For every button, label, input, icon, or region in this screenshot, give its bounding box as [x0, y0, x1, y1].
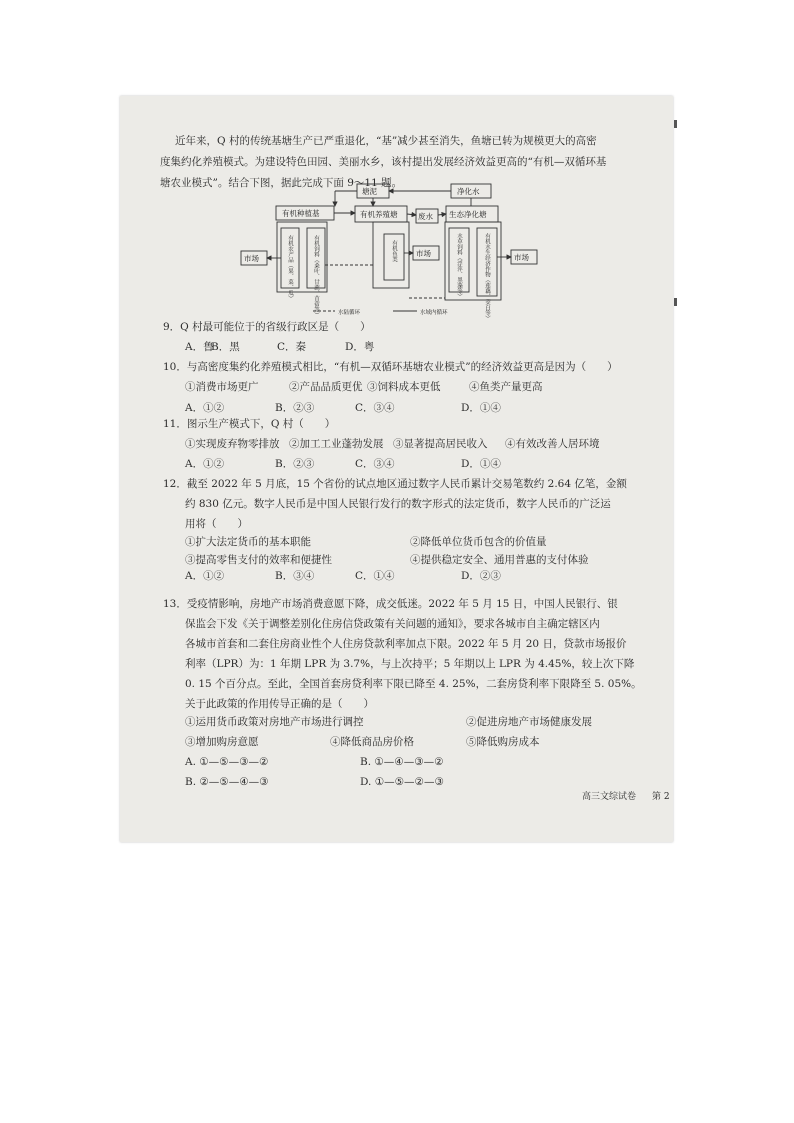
box-organic-planting: 有机种植基	[282, 209, 320, 218]
q13-option[interactable]: ⑤降低购房成本	[466, 736, 540, 748]
q13-stem-line: 保监会下发《关于调整差别化住房信贷政策有关问题的通知》，要求各城市自主确定辖区内	[185, 618, 600, 630]
q12-option[interactable]: B．③④	[275, 570, 315, 582]
q12-option[interactable]: A．①②	[185, 570, 225, 582]
col-organic-produce: 有机农产品（果、菜、瓜）	[287, 235, 293, 301]
q13-stem-line: 各城市首套和二套住房商业性个人住房贷款利率加点下限。2022 年 5 月 20 日，贷款市场报价	[185, 638, 627, 650]
col-aquatic-crops: 有机水生经济作物（莲藕、茭白等）	[484, 233, 490, 320]
q13-option[interactable]: B. ②—⑤—④—③	[185, 776, 269, 788]
q10-stem-line: 10．与高密度集约化养殖模式相比，“有机—双循环基塘农业模式”的经济效益更高是因为（ ）	[163, 361, 618, 373]
q13-stem-line: 13．受疫情影响，房地产市场消费意愿下降，成交低迷。2022 年 5 月 15 日，中国人民银行、银	[163, 598, 618, 610]
q11-option[interactable]: D．①④	[461, 458, 501, 470]
intro-line-1: 近年来，Q 村的传统基塘生产已严重退化，“基”减少甚至消失，鱼塘已转为规模更大的高密	[175, 135, 597, 147]
q12-option[interactable]: C．①④	[355, 570, 395, 582]
q10-option[interactable]: ③饲料成本更低	[367, 381, 441, 393]
q13-option[interactable]: ①运用货币政策对房地产市场进行调控	[185, 716, 364, 728]
col-organic-feed: 有机饲料（桑叶、甘蔗、苜蓿等）	[313, 235, 319, 318]
box-jinghuashui: 净化水	[457, 187, 480, 196]
box-tangni: 塘泥	[362, 187, 377, 196]
q13-option[interactable]: D. ①—⑤—②—③	[360, 776, 444, 788]
box-wastewater: 废水	[418, 212, 433, 221]
q12-option[interactable]: ③提高零售支付的效率和便捷性	[185, 554, 332, 566]
q10-option[interactable]: D．①④	[461, 402, 501, 414]
q13-option[interactable]: ④降低商品房价格	[330, 736, 414, 748]
box-eco-pond: 生态净化塘	[449, 210, 487, 219]
box-organic-breeding: 有机养殖塘	[360, 210, 398, 219]
q13-stem-line: 关于此政策的作用传导正确的是（ ）	[185, 698, 374, 710]
q9-option[interactable]: A．鲁	[185, 341, 214, 353]
edge-mark	[674, 120, 677, 128]
q9-option[interactable]: B．黑	[211, 341, 240, 353]
q10-option[interactable]: ④鱼类产量更高	[469, 381, 543, 393]
footer-exam-name: 高三文综试卷	[582, 792, 637, 802]
q12-stem-line: 12．截至 2022 年 5 月底，15 个省份的试点地区通过数字人民币累计交易笔数约 2.64 亿笔，金额	[163, 478, 627, 490]
col-organic-fish: 有机鱼类	[391, 240, 397, 262]
q13-option[interactable]: ②促进房地产市场健康发展	[466, 716, 592, 728]
intro-line-2: 度集约化养殖模式。为建设特色田园、美丽水乡，该村提出发展经济效益更高的“有机—双循环基	[160, 156, 607, 168]
q11-option[interactable]: A．①②	[185, 458, 225, 470]
box-market-left: 市场	[244, 254, 259, 263]
q11-option[interactable]: C．③④	[355, 458, 395, 470]
q9-option[interactable]: C．秦	[277, 341, 307, 353]
q9-stem-line: 9．Q 村最可能位于的省级行政区是（ ）	[163, 321, 371, 333]
q13-stem-line: 0. 15 个百分点。至此，全国首套房贷利率下限已降至 4. 25%，二套房贷利率下限降至 5. 05%。	[185, 678, 642, 690]
q12-stem-line: 约 830 亿元。数字人民币是中国人民银行发行的数字形式的法定货币，数字人民币的广泛运	[185, 498, 611, 510]
box-market-mid: 市场	[416, 249, 431, 258]
legend-water-inner-cycle: 水域内循环	[420, 310, 448, 316]
q10-option[interactable]: ②产品品质更优	[289, 381, 363, 393]
q11-option[interactable]: ①实现废弃物零排放	[185, 438, 280, 450]
edge-mark	[674, 298, 677, 306]
q12-option[interactable]: D．②③	[461, 570, 501, 582]
box-market-right: 市场	[514, 253, 529, 262]
q13-stem-line: 利率（LPR）为：1 年期 LPR 为 3.7%，与上次持平；5 年期以上 LPR 为 4.45%，较上次下降	[185, 658, 635, 670]
q11-option[interactable]: ③显著提高居民收入	[393, 438, 488, 450]
q10-option[interactable]: C．③④	[355, 402, 395, 414]
q13-option[interactable]: B. ①—④—③—②	[360, 756, 444, 768]
q13-option[interactable]: ③增加购房意愿	[185, 736, 259, 748]
q12-option[interactable]: ④提供稳定安全、通用普惠的支付体验	[410, 554, 589, 566]
circulation-diagram	[233, 180, 553, 320]
q11-option[interactable]: ②加工工业蓬勃发展	[289, 438, 384, 450]
intro-line-3: 塘农业模式”。结合下图，据此完成下面 9～11 题。	[160, 177, 403, 189]
q10-option[interactable]: ①消费市场更广	[185, 381, 259, 393]
q9-option[interactable]: D．粤	[345, 341, 375, 353]
q12-option[interactable]: ①扩大法定货币的基本职能	[185, 536, 311, 548]
footer-page-number: 第 2	[652, 792, 670, 802]
q10-option[interactable]: A．①②	[185, 402, 225, 414]
q12-option[interactable]: ②降低单位货币包含的价值量	[410, 536, 547, 548]
q10-option[interactable]: B．②③	[275, 402, 315, 414]
q12-stem-line: 用将（ ）	[185, 518, 248, 530]
col-aquatic-feed: 水草饲料（浮萍、黑藻等）	[456, 233, 462, 299]
q11-option[interactable]: B．②③	[275, 458, 315, 470]
q11-stem-line: 11．图示生产模式下，Q 村（ ）	[163, 418, 336, 430]
q13-option[interactable]: A. ①—⑤—③—②	[185, 756, 269, 768]
q11-option[interactable]: ④有效改善人居环境	[505, 438, 600, 450]
legend-land-water-cycle: 水陆循环	[338, 310, 361, 316]
